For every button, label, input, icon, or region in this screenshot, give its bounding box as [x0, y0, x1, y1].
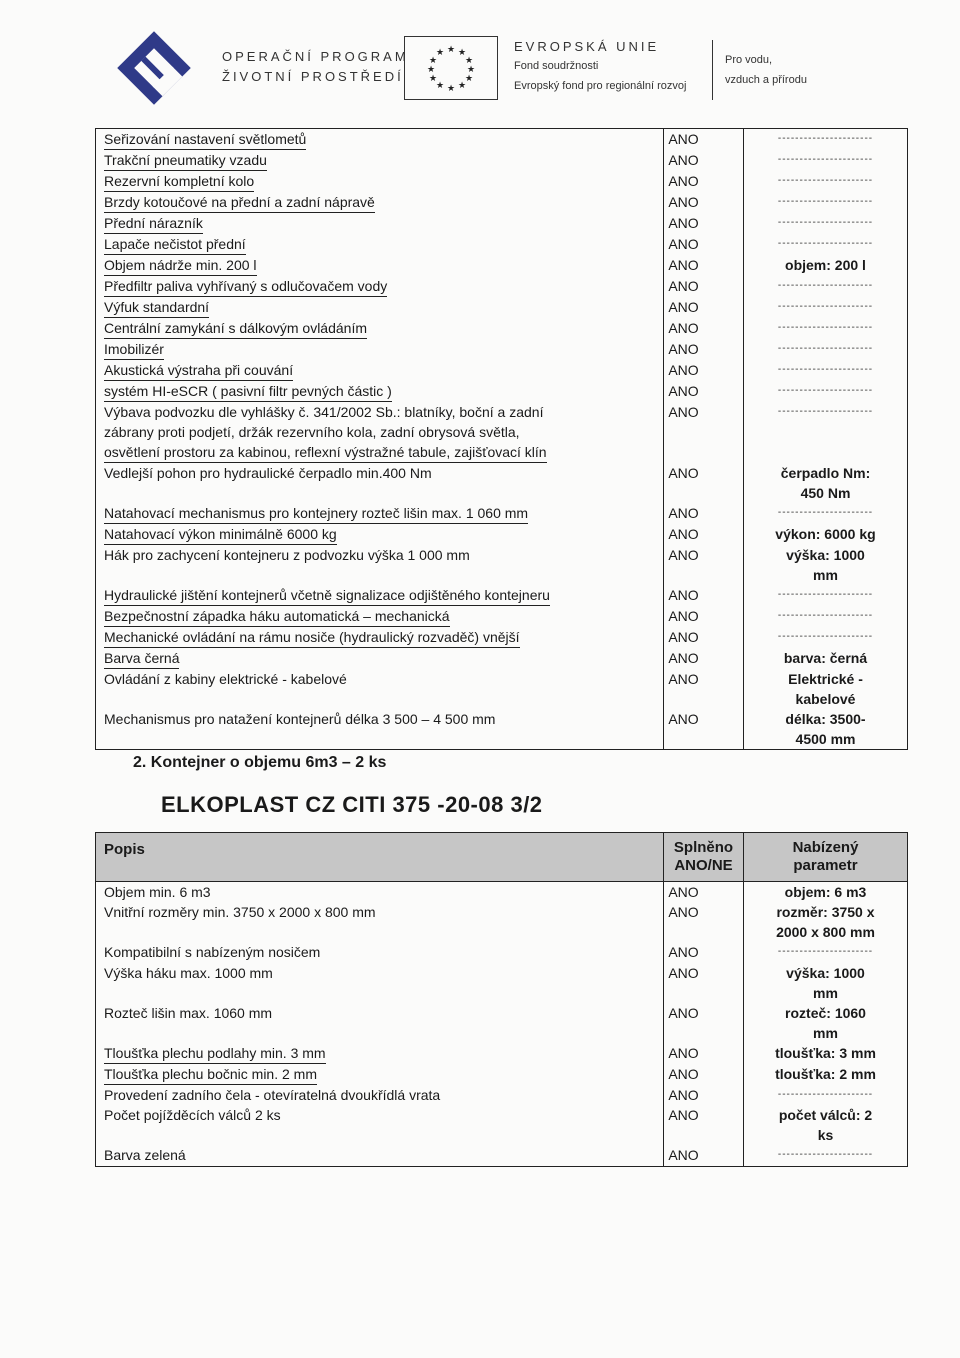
eu-title: EVROPSKÁ UNIE — [514, 39, 660, 54]
table-row — [96, 1064, 908, 1085]
vybava-line3: osvětlení prostoru za kabinou, reflexní výstražné tabule, zajišťovací klín — [104, 443, 547, 463]
table-row-mech — [96, 709, 908, 750]
row-ano: ANO — [664, 606, 744, 627]
table-row-ovladani — [96, 669, 908, 709]
row-ano: ANO — [664, 669, 744, 709]
row-ano: ANO — [664, 171, 744, 192]
eu-text-block — [514, 38, 686, 96]
row-desc: Tloušťka plechu bočnic min. 2 mm — [104, 1065, 317, 1085]
row-desc: Kompatibilní s nabízeným nosičem — [96, 942, 664, 962]
svg-text:★: ★ — [426, 65, 436, 75]
row-param: barva: černá — [783, 650, 868, 666]
table-row — [96, 1003, 908, 1043]
row-desc: Akustická výstraha při couvání — [104, 361, 293, 381]
svg-text:★: ★ — [457, 81, 467, 91]
table-header-row — [96, 833, 908, 882]
header-param-line1: Nabízený — [792, 839, 859, 856]
row-ano: ANO — [664, 627, 744, 648]
table-row — [96, 503, 908, 524]
row-dash: ---------------------- — [777, 238, 874, 249]
row-dash: ---------------------- — [777, 217, 874, 228]
row-dash: ---------------------- — [777, 507, 874, 518]
svg-text:★: ★ — [446, 45, 456, 55]
row-dash: ---------------------- — [777, 610, 874, 621]
param-line2: mm — [813, 567, 838, 583]
row-desc: Centrální zamykání s dálkovým ovládáním — [104, 319, 367, 339]
row-ano: ANO — [664, 150, 744, 171]
table-row — [96, 606, 908, 627]
param-line1: čerpadlo Nm: — [780, 465, 871, 481]
table-row — [96, 276, 908, 297]
table-row-vybava — [96, 402, 908, 463]
table-row — [96, 255, 908, 276]
row-dash: ---------------------- — [777, 1088, 874, 1100]
row-desc: systém HI-eSCR ( pasivní filtr pevných částic ) — [104, 382, 392, 402]
svg-text:★: ★ — [464, 56, 474, 66]
svg-text:★: ★ — [446, 84, 456, 94]
row-dash: ---------------------- — [777, 1149, 874, 1161]
table-row — [96, 150, 908, 171]
row-param: tloušťka: 2 mm — [775, 1065, 876, 1082]
row-desc: Barva černá — [104, 649, 179, 669]
header-splneno-line1: Splněno — [673, 839, 734, 856]
row-ano: ANO — [664, 1003, 744, 1043]
row-desc: Bezpečnostní západka háku automatická – mechanická — [104, 607, 450, 627]
row-desc: Mechanické ovládání na rámu nosiče (hydraulický rozvaděč) vnější — [104, 628, 520, 648]
table-row — [96, 627, 908, 648]
row-ano: ANO — [664, 1145, 744, 1166]
svg-text:★: ★ — [435, 81, 445, 91]
row-ano: ANO — [664, 360, 744, 381]
row-param: objem: 200 l — [785, 257, 866, 273]
page-header — [0, 22, 960, 112]
table-row — [96, 902, 908, 942]
row-desc: Počet pojížděcích válců 2 ks — [96, 1105, 664, 1145]
row-param — [744, 545, 908, 585]
row-desc: Předfiltr paliva vyhřívaný s odlučovačem vody — [104, 277, 387, 297]
row-param — [744, 709, 908, 750]
table-row — [96, 339, 908, 360]
row-desc: Vnitřní rozměry min. 3750 x 2000 x 800 mm — [96, 902, 664, 942]
row-dash: ---------------------- — [777, 322, 874, 333]
row-dash: ---------------------- — [777, 406, 874, 417]
row-dash: ---------------------- — [777, 280, 874, 291]
row-dash: ---------------------- — [777, 133, 874, 144]
svg-text:★: ★ — [464, 74, 474, 84]
param-line1: rozměr: 3750 x — [776, 904, 875, 921]
motto — [725, 50, 807, 90]
row-desc: Brzdy kotoučové na přední a zadní nápravě — [104, 193, 375, 213]
row-dash: ---------------------- — [777, 175, 874, 186]
row-ano: ANO — [664, 882, 744, 903]
table-row — [96, 1043, 908, 1064]
row-param — [744, 463, 908, 503]
row-desc: Přední nárazník — [104, 214, 203, 234]
spec-table-container — [95, 832, 908, 1167]
row-ano: ANO — [664, 297, 744, 318]
row-desc: Objem min. 6 m3 — [96, 882, 664, 903]
header-divider — [712, 40, 713, 100]
param-line1: výška: 1000 — [786, 964, 865, 981]
op-zp-logo-icon — [112, 26, 196, 110]
table-row-hak — [96, 545, 908, 585]
row-ano: ANO — [664, 902, 744, 942]
row-ano: ANO — [664, 129, 744, 151]
param-line1: výška: 1000 — [786, 547, 865, 563]
row-ano: ANO — [664, 1105, 744, 1145]
table-row — [96, 1085, 908, 1105]
model-title: ELKOPLAST CZ CITI 375 -20-08 3/2 — [161, 792, 543, 817]
row-ano: ANO — [664, 545, 744, 585]
row-ano: ANO — [664, 1043, 744, 1064]
section-title: 2. Kontejner o objemu 6m3 – 2 ks — [133, 754, 387, 771]
row-dash: ---------------------- — [777, 385, 874, 396]
svg-text:★: ★ — [428, 56, 438, 66]
row-desc: Natahovací výkon minimálně 6000 kg — [104, 525, 337, 545]
op-program-name — [222, 47, 409, 87]
table-row — [96, 381, 908, 402]
row-dash: ---------------------- — [777, 631, 874, 642]
table-row — [96, 1145, 908, 1166]
row-desc: Vedlejší pohon pro hydraulické čerpadlo min.400 Nm — [96, 463, 664, 503]
row-dash: ---------------------- — [777, 154, 874, 165]
row-desc: Natahovací mechanismus pro kontejnery rozteč lišin max. 1 060 mm — [104, 504, 528, 524]
op-line1: OPERAČNÍ PROGRAM — [222, 49, 409, 64]
table-row — [96, 213, 908, 234]
row-ano: ANO — [664, 524, 744, 545]
svg-text:★: ★ — [457, 48, 467, 58]
header-splneno-line2: ANO/NE — [674, 857, 733, 874]
table-row — [96, 171, 908, 192]
row-desc: Imobilizér — [104, 340, 164, 360]
eu-flag-icon — [404, 36, 498, 100]
param-line2: 450 Nm — [800, 485, 851, 501]
row-desc: Lapače nečistot přední — [104, 235, 246, 255]
row-ano: ANO — [664, 192, 744, 213]
table-row — [96, 1105, 908, 1145]
row-ano: ANO — [664, 963, 744, 1003]
header-parametr — [744, 833, 908, 882]
row-param — [744, 963, 908, 1003]
header-param-line2: parametr — [793, 857, 858, 874]
row-param: objem: 6 m3 — [784, 884, 867, 900]
row-desc: Objem nádrže min. 200 l — [104, 256, 257, 276]
row-desc: Barva zelená — [96, 1145, 664, 1166]
row-dash: ---------------------- — [777, 589, 874, 600]
table-row — [96, 192, 908, 213]
row-dash: ---------------------- — [777, 946, 874, 958]
table-row — [96, 585, 908, 606]
row-desc: Rezervní kompletní kolo — [104, 172, 254, 192]
row-ano: ANO — [664, 213, 744, 234]
row-ano: ANO — [664, 255, 744, 276]
param-line2: 4500 mm — [795, 731, 856, 747]
param-line2: 2000 x 800 mm — [776, 924, 875, 941]
row-desc: Ovládání z kabiny elektrické - kabelové — [96, 669, 664, 709]
table-row — [96, 129, 908, 151]
row-desc: Rozteč lišin max. 1060 mm — [96, 1003, 664, 1043]
row-ano: ANO — [664, 1064, 744, 1085]
table-row — [96, 318, 908, 339]
svg-text:★: ★ — [435, 48, 445, 58]
motto-line2: vzduch a přírodu — [725, 74, 807, 86]
row-param — [744, 1105, 908, 1145]
table-row — [96, 234, 908, 255]
param-line2: mm — [813, 984, 838, 1001]
param-line1: délka: 3500- — [785, 711, 866, 727]
svg-text:★: ★ — [428, 74, 438, 84]
param-line2: ks — [817, 1127, 834, 1144]
param-line1: Elektrické - — [788, 671, 863, 687]
row-desc: Výška háku max. 1000 mm — [96, 963, 664, 1003]
table-row — [96, 942, 908, 962]
row-ano: ANO — [664, 709, 744, 750]
table-row — [96, 963, 908, 1003]
row-param: tloušťka: 3 mm — [775, 1044, 876, 1061]
param-line2: mm — [813, 1024, 838, 1041]
row-desc: Tloušťka plechu podlahy min. 3 mm — [104, 1044, 326, 1064]
row-param — [744, 902, 908, 942]
param-line2: kabelové — [795, 691, 856, 707]
motto-line1: Pro vodu, — [725, 54, 773, 66]
row-dash: ---------------------- — [777, 301, 874, 312]
row-ano: ANO — [664, 1085, 744, 1105]
row-ano: ANO — [664, 381, 744, 402]
row-ano: ANO — [664, 276, 744, 297]
row-dash: ---------------------- — [777, 196, 874, 207]
row-desc: Seřizování nastavení světlometů — [104, 130, 306, 150]
row-dash: ---------------------- — [777, 343, 874, 354]
header-popis: Popis — [96, 833, 664, 882]
row-dash: ---------------------- — [777, 364, 874, 375]
row-ano: ANO — [664, 234, 744, 255]
row-ano: ANO — [664, 339, 744, 360]
spec-table-chassis — [95, 128, 908, 750]
op-line2: ŽIVOTNÍ PROSTŘEDÍ — [222, 69, 404, 84]
row-desc: Hydraulické jištění kontejnerů včetně signalizace odjištěného kontejneru — [104, 586, 550, 606]
row-param: výkon: 6000 kg — [775, 526, 876, 542]
row-desc: Mechanismus pro natažení kontejnerů délka 3 500 – 4 500 mm — [96, 709, 664, 750]
row-ano: ANO — [664, 402, 744, 463]
svg-text:★: ★ — [466, 65, 476, 75]
row-desc: Trakční pneumatiky vzadu — [104, 151, 267, 171]
row-ano: ANO — [664, 942, 744, 962]
row-ano: ANO — [664, 585, 744, 606]
row-ano: ANO — [664, 503, 744, 524]
table-row — [96, 648, 908, 669]
row-ano: ANO — [664, 463, 744, 503]
vybava-line2: zábrany proti podjetí, držák rezervního kola, zadní obrysová světla, — [104, 424, 520, 440]
header-splneno — [664, 833, 744, 882]
eu-fund-2: Evropský fond pro regionální rozvoj — [514, 80, 687, 92]
table-row — [96, 882, 908, 903]
row-desc: Výfuk standardní — [104, 298, 209, 318]
vybava-line1: Výbava podvozku dle vyhlášky č. 341/2002 Sb.: blatníky, boční a zadní — [104, 404, 544, 420]
row-param — [744, 1003, 908, 1043]
row-ano: ANO — [664, 648, 744, 669]
table-row-cerpadlo — [96, 463, 908, 503]
row-desc: Hák pro zachycení kontejneru z podvozku výška 1 000 mm — [96, 545, 664, 585]
row-desc: Provedení zadního čela - otevíratelná dvoukřídlá vrata — [96, 1085, 664, 1105]
table-row — [96, 360, 908, 381]
eu-fund-1: Fond soudržnosti — [514, 60, 599, 72]
param-line1: rozteč: 1060 — [785, 1004, 866, 1021]
table-row — [96, 524, 908, 545]
row-param — [744, 669, 908, 709]
row-ano: ANO — [664, 318, 744, 339]
param-line1: počet válců: 2 — [778, 1107, 873, 1124]
table-row — [96, 297, 908, 318]
